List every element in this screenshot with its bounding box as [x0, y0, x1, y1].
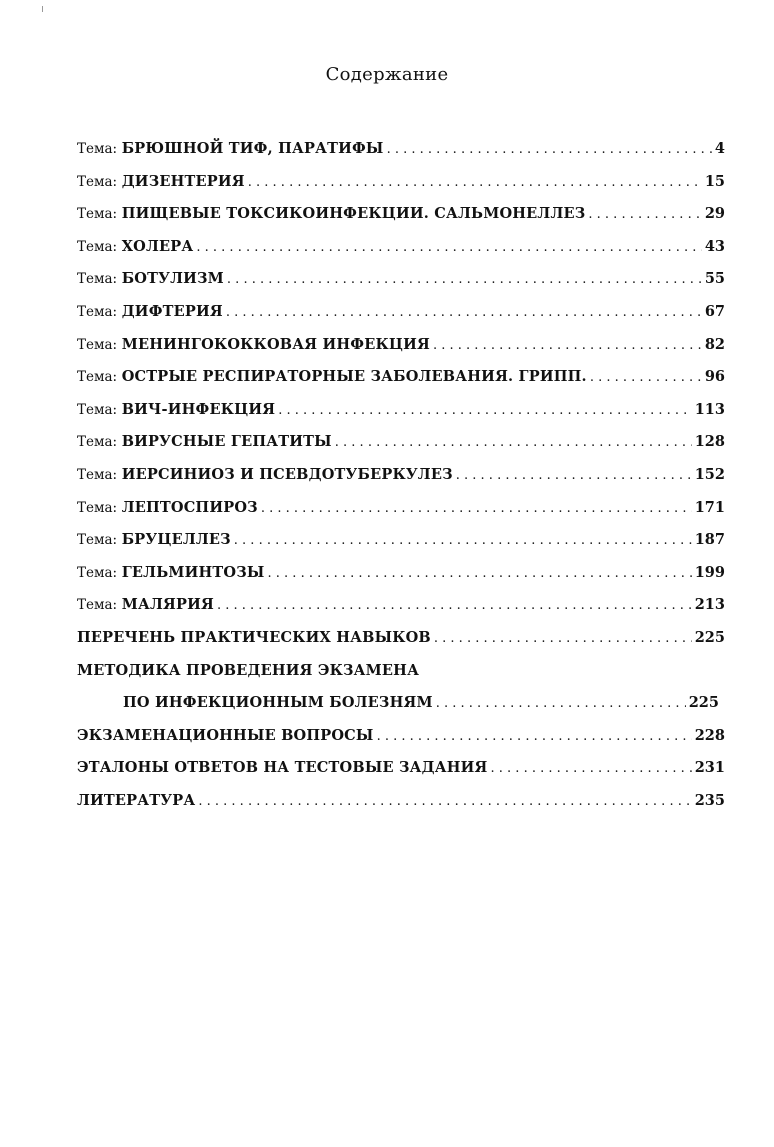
- dot-leader: [335, 435, 692, 450]
- toc-page-number: 29: [704, 205, 725, 223]
- toc-page-number: 152: [694, 465, 725, 483]
- toc-entry[interactable]: [77, 205, 725, 238]
- toc-title: ХОЛЕРА: [121, 237, 194, 255]
- toc-prefix: Тема:: [77, 466, 118, 483]
- toc-prefix: Тема:: [77, 597, 118, 614]
- toc-page-number: 4: [714, 140, 725, 157]
- toc-title: МАЛЯРИЯ: [121, 596, 214, 614]
- toc-prefix: Тема:: [77, 369, 118, 386]
- toc-prefix: Тема:: [77, 532, 118, 549]
- toc-page-number: 225: [688, 694, 719, 712]
- toc-title: БРЮШНОЙ ТИФ, ПАРАТИФЫ: [121, 140, 384, 157]
- toc-page-number: 15: [704, 172, 725, 190]
- toc-entry[interactable]: [77, 401, 725, 434]
- toc-entry[interactable]: [77, 531, 725, 564]
- toc-prefix: Тема:: [77, 564, 118, 581]
- toc-section-answers[interactable]: [77, 759, 725, 792]
- dot-leader: [377, 729, 692, 744]
- toc-title: ВИЧ-ИНФЕКЦИЯ: [121, 400, 276, 418]
- dot-leader: [433, 338, 702, 353]
- toc-entry[interactable]: [77, 173, 725, 206]
- toc-page-number: 228: [694, 726, 725, 744]
- toc-page-number: 67: [704, 302, 725, 320]
- dot-leader: [491, 761, 692, 776]
- toc-prefix: Тема:: [77, 271, 118, 288]
- toc-prefix: Тема:: [77, 303, 118, 320]
- dot-leader: [434, 631, 692, 646]
- toc-title: БРУЦЕЛЛЕЗ: [121, 531, 231, 549]
- toc-title: БОТУЛИЗМ: [121, 270, 224, 288]
- dot-leader: [588, 207, 701, 222]
- toc-page-number: 55: [704, 270, 725, 288]
- toc-page-number: 213: [694, 596, 725, 614]
- toc-title: ЭТАЛОНЫ ОТВЕТОВ НА ТЕСТОВЫЕ ЗАДАНИЯ: [77, 759, 488, 777]
- toc-title: ПИЩЕВЫЕ ТОКСИКОИНФЕКЦИИ. САЛЬМОНЕЛЛЕЗ: [121, 205, 586, 223]
- toc-title: ЛЕПТОСПИРОЗ: [121, 498, 258, 516]
- toc-entry[interactable]: [77, 466, 725, 499]
- dot-leader: [436, 696, 686, 711]
- toc-title: ДИЗЕНТЕРИЯ: [121, 172, 245, 190]
- toc-section-method-subtitle[interactable]: [77, 694, 719, 727]
- toc-section-skills[interactable]: [77, 629, 725, 662]
- dot-leader: [217, 598, 692, 613]
- toc-page-number: 187: [694, 531, 725, 549]
- toc-title: МЕТОДИКА ПРОВЕДЕНИЯ ЭКЗАМЕНА: [77, 661, 420, 679]
- toc-page-number: 231: [694, 759, 725, 777]
- toc-section-literature[interactable]: [77, 792, 725, 825]
- scan-mark: [42, 6, 43, 12]
- toc-entry[interactable]: [77, 238, 725, 271]
- toc-page-number: 199: [694, 563, 725, 581]
- toc-entry[interactable]: [77, 564, 725, 597]
- toc-page-number: 128: [694, 433, 725, 451]
- dot-leader: [226, 305, 702, 320]
- toc-entry[interactable]: [77, 270, 725, 303]
- toc-title: ЭКЗАМЕНАЦИОННЫЕ ВОПРОСЫ: [77, 726, 374, 744]
- toc-subtitle: ПО ИНФЕКЦИОННЫМ БОЛЕЗНЯМ: [123, 694, 433, 712]
- toc-entry[interactable]: [77, 596, 725, 629]
- dot-leader: [248, 175, 702, 190]
- dot-leader: [196, 240, 701, 255]
- toc-entry[interactable]: [77, 433, 725, 466]
- dot-leader: [261, 501, 692, 516]
- toc-title: ПЕРЕЧЕНЬ ПРАКТИЧЕСКИХ НАВЫКОВ: [77, 628, 431, 646]
- dot-leader: [456, 468, 692, 483]
- dot-leader: [387, 142, 712, 157]
- toc-title: МЕНИНГОКОККОВАЯ ИНФЕКЦИЯ: [121, 335, 430, 353]
- toc-section-questions[interactable]: [77, 727, 725, 760]
- page-title: Содержание: [325, 64, 449, 85]
- toc-prefix: Тема:: [77, 238, 118, 255]
- toc-page-number: 235: [694, 791, 725, 809]
- toc-page-number: 96: [704, 368, 725, 386]
- toc-title: ЛИТЕРАТУРА: [77, 791, 196, 809]
- toc-title: ДИФТЕРИЯ: [121, 302, 223, 320]
- toc-prefix: Тема:: [77, 141, 118, 157]
- toc-prefix: Тема:: [77, 173, 118, 190]
- toc-entry[interactable]: [77, 499, 725, 532]
- dot-leader: [278, 403, 692, 418]
- dot-leader: [227, 272, 702, 287]
- toc-page-number: 113: [694, 400, 725, 418]
- toc-prefix: Тема:: [77, 206, 118, 223]
- dot-leader: [268, 566, 692, 581]
- dot-leader: [234, 533, 692, 548]
- toc-page-number: 225: [694, 628, 725, 646]
- toc-entry[interactable]: [77, 368, 725, 401]
- dot-leader: [590, 370, 702, 385]
- toc-prefix: Тема:: [77, 401, 118, 418]
- toc-entry[interactable]: [77, 303, 725, 336]
- toc-prefix: Тема:: [77, 499, 118, 516]
- toc-prefix: Тема:: [77, 336, 118, 353]
- toc-section-method[interactable]: [77, 662, 725, 695]
- toc-page-number: 82: [704, 335, 725, 353]
- table-of-contents: [77, 140, 725, 824]
- dot-leader: [198, 794, 691, 809]
- toc-page-number: 171: [694, 498, 725, 516]
- toc-title: ОСТРЫЕ РЕСПИРАТОРНЫЕ ЗАБОЛЕВАНИЯ. ГРИПП.: [121, 368, 587, 386]
- toc-page-number: 43: [704, 237, 725, 255]
- toc-title: ВИРУСНЫЕ ГЕПАТИТЫ: [121, 433, 332, 451]
- toc-entry[interactable]: [77, 140, 725, 173]
- toc-title: ГЕЛЬМИНТОЗЫ: [121, 563, 265, 581]
- toc-title: ИЕРСИНИОЗ И ПСЕВДОТУБЕРКУЛЕЗ: [121, 465, 453, 483]
- toc-entry[interactable]: [77, 336, 725, 369]
- toc-prefix: Тема:: [77, 434, 118, 451]
